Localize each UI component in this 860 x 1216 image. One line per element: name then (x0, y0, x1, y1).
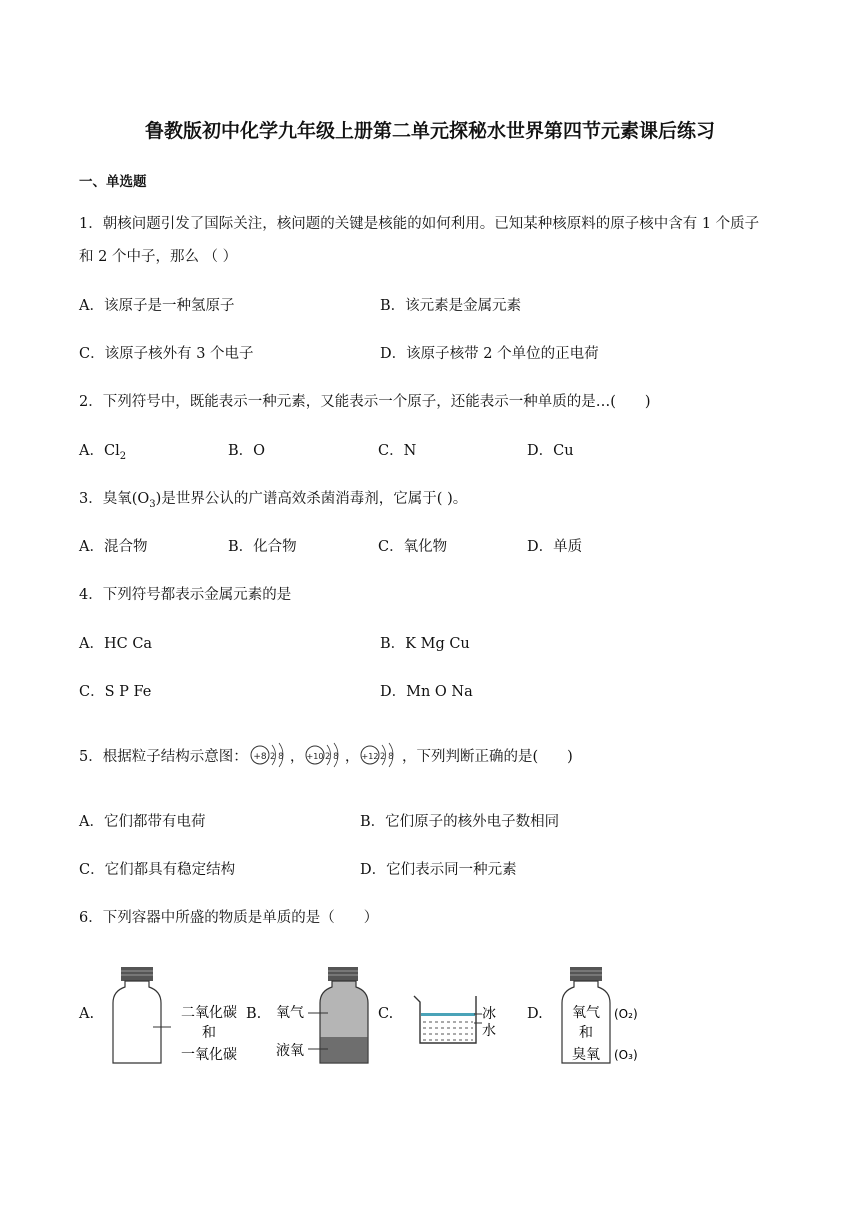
document-title: 鲁教版初中化学九年级上册第二单元探秘水世界第四节元素课后练习 (144, 120, 715, 142)
q3-stem-subscript: 3 (149, 498, 156, 510)
q4-option-b[interactable]: B．K Mg Cu (380, 636, 470, 652)
q1-stem-line2: 和 2 个中子，那么 （ ） (79, 249, 238, 265)
particle-2-shells: 2 8 (325, 752, 339, 762)
q2-option-c[interactable]: C．N (378, 443, 417, 459)
q3-option-c[interactable]: C．氧化物 (378, 539, 448, 555)
q4-option-a[interactable]: A．HC Ca (79, 636, 153, 652)
q1-option-a[interactable]: A．该原子是一种氢原子 (79, 298, 235, 314)
q4-stem: 4．下列符号都表示金属元素的是 (79, 587, 292, 603)
fig-b-label-bottom: 液氧 (276, 1043, 304, 1059)
q6-option-a[interactable]: A. (79, 1006, 95, 1022)
q1-stem-line1: 1．朝核问题引发了国际关注，核问题的关键是核能的如何利用。已知某种核原料的原子核中含有 1 个质子 (79, 216, 760, 232)
particle-3-nucleus: +12 (361, 752, 379, 761)
fig-d-label-2: 和 (579, 1025, 593, 1041)
q5-option-b[interactable]: B．它们原子的核外电子数相同 (360, 814, 560, 830)
section-heading: 一、单选题 (79, 174, 147, 190)
fig-d-formula-2: (O₃) (614, 1048, 638, 1062)
q5-stem-suffix: ，下列判断正确的是( ) (402, 749, 573, 765)
particle-3-shells: 2 8 (380, 752, 394, 762)
q4-option-d[interactable]: D．Mn O Na (380, 684, 473, 700)
fig-a-label-2: 和 (202, 1025, 216, 1041)
q5-separator-1: ， (290, 749, 304, 765)
particle-diagram-2 (306, 743, 339, 767)
q1-option-d[interactable]: D．该原子核带 2 个单位的正电荷 (380, 346, 599, 362)
q2-option-b[interactable]: B．O (228, 443, 266, 459)
particle-diagram-3 (361, 743, 394, 767)
q2-stem: 2．下列符号中，既能表示一种元素，又能表示一个原子，还能表示一种单质的是…( ) (79, 394, 651, 410)
q5-separator-2: ， (345, 749, 359, 765)
q1-option-b[interactable]: B．该元素是金属元素 (380, 298, 522, 314)
q6-figure-b-bottle (272, 963, 382, 1068)
particle-diagram-1 (251, 743, 284, 767)
q6-stem: 6．下列容器中所盛的物质是单质的是（ ） (79, 910, 379, 926)
q3-stem-pre: 3．臭氧(O (79, 491, 150, 507)
q5-option-d[interactable]: D．它们表示同一种元素 (360, 862, 517, 878)
q5-option-a[interactable]: A．它们都带有电荷 (79, 814, 206, 830)
q4-option-c[interactable]: C．S P Fe (79, 684, 152, 700)
particle-2-nucleus: +10 (306, 752, 324, 761)
fig-a-label-3: 一氧化碳 (181, 1047, 237, 1063)
particle-1-shells: 2 8 (270, 752, 284, 762)
q2-option-d[interactable]: D．Cu (527, 443, 574, 459)
q6-option-c[interactable]: C. (378, 1006, 394, 1022)
fig-d-formula-1: (O₂) (614, 1007, 638, 1021)
q3-option-b[interactable]: B．化合物 (228, 539, 297, 555)
q3-stem-post: )是世界公认的广谱高效杀菌消毒剂，它属于( )。 (155, 491, 468, 507)
fig-d-label-3: 臭氧 (572, 1047, 600, 1063)
q6-option-d[interactable]: D. (527, 1006, 543, 1022)
q6-option-b[interactable]: B. (246, 1006, 262, 1022)
q2-option-a[interactable] (79, 439, 126, 462)
q3-option-d[interactable]: D．单质 (527, 539, 583, 555)
q6-figure-c-beaker (408, 993, 508, 1053)
fig-a-label-1: 二氧化碳 (181, 1005, 237, 1021)
fig-c-label-bottom: 水 (482, 1023, 496, 1039)
q3-option-a[interactable]: A．混合物 (79, 539, 148, 555)
fig-c-label-top: 冰 (482, 1006, 496, 1022)
q6-figure-a-bottle (105, 963, 245, 1068)
q6-figure-d-bottle (558, 963, 658, 1068)
fig-b-label-top: 氧气 (276, 1005, 304, 1021)
particle-1-nucleus: +8 (253, 752, 267, 762)
q2-option-a-subscript: 2 (119, 450, 127, 462)
particle-diagrams (246, 735, 406, 775)
fig-d-label-1: 氧气 (572, 1005, 600, 1021)
q2-option-a-text: A．Cl (79, 443, 120, 459)
q5-option-c[interactable]: C．它们都具有稳定结构 (79, 862, 236, 878)
q5-stem-prefix: 5．根据粒子结构示意图： (79, 749, 248, 765)
q1-option-c[interactable]: C．该原子核外有 3 个电子 (79, 346, 254, 362)
q3-stem (79, 487, 467, 510)
